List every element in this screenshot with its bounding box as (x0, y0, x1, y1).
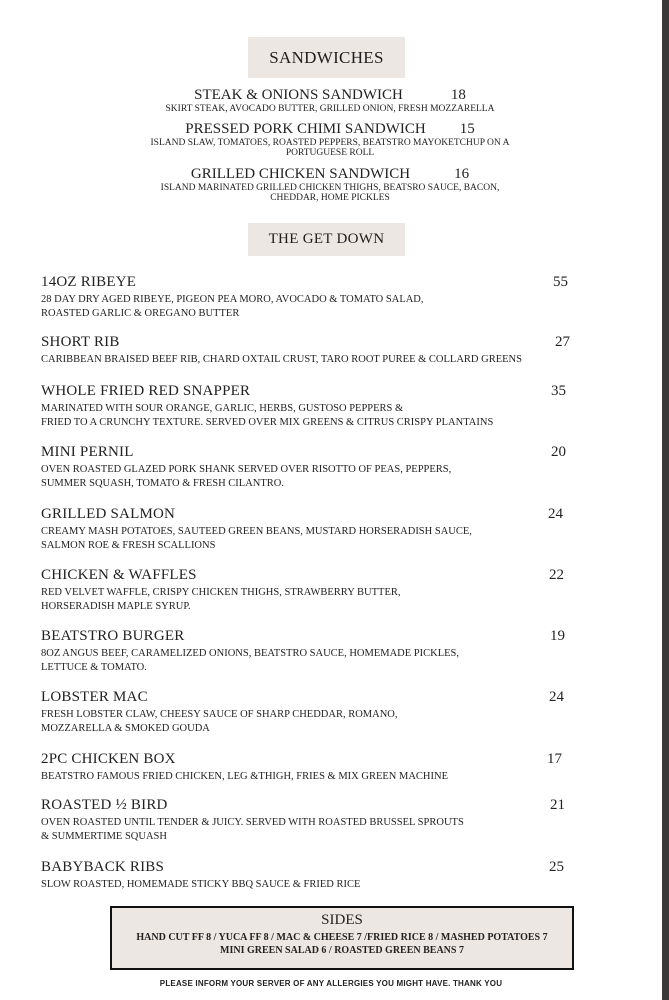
sandwich-item (100, 167, 560, 203)
item-name: GRILLED SALMON (41, 506, 176, 522)
sandwich-name: GRILLED CHICKEN SANDWICH (190, 166, 411, 182)
menu-item (41, 334, 581, 367)
sandwich-description: ISLAND SLAW, TOMATOES, ROASTED PEPPERS, BEATSTRO MAYOKETCHUP ON A PORTUGUESE ROLL (150, 138, 510, 158)
sides-list (112, 931, 572, 957)
item-name: 2PC CHICKEN BOX (41, 751, 176, 767)
sandwich-description: SKIRT STEAK, AVOCADO BUTTER, GRILLED ONION, FRESH MOZZARELLA (165, 104, 495, 114)
sandwich-item (100, 88, 560, 114)
item-description: BEATSTRO FAMOUS FRIED CHICKEN, LEG &THIGH, FRIES & MIX GREEN MACHINE (41, 771, 448, 782)
item-price: 17 (547, 751, 562, 767)
sandwich-name: STEAK & ONIONS SANDWICH (194, 87, 403, 103)
allergy-notice: PLEASE INFORM YOUR SERVER OF ANY ALLERGIES YOU MIGHT HAVE. THANK YOU (159, 979, 503, 988)
item-name: SHORT RIB (41, 334, 120, 350)
item-price: 25 (549, 859, 564, 875)
item-description: 28 DAY DRY AGED RIBEYE, PIGEON PEA MORO, AVOCADO & TOMATO SALAD, ROASTED GARLIC & OREGANO BUTTER (41, 294, 424, 319)
sides-line: HAND CUT FF 8 / YUCA FF 8 / MAC & CHEESE 7 /FRIED RICE 8 / MASHED POTATOES 7 (136, 932, 548, 943)
item-description: RED VELVET WAFFLE, CRISPY CHICKEN THIGHS, STRAWBERRY BUTTER, HORSERADISH MAPLE SYRUP. (41, 587, 401, 612)
item-name: CHICKEN & WAFFLES (41, 567, 197, 583)
get-down-heading: THE GET DOWN (248, 223, 405, 256)
sandwich-price: 15 (459, 121, 475, 137)
item-description: OVEN ROASTED GLAZED PORK SHANK SERVED OVER RISOTTO OF PEAS, PEPPERS, SUMMER SQUASH, TOMATO & FRESH CILANTRO. (41, 464, 452, 489)
menu-item (41, 751, 581, 784)
sandwich-description: ISLAND MARINATED GRILLED CHICKEN THIGHS, BEATSRO SAUCE, BACON, CHEDDAR, HOME PICKLES (160, 183, 500, 203)
sandwich-item (100, 122, 560, 158)
item-name: BABYBACK RIBS (41, 859, 165, 875)
sides-line: MINI GREEN SALAD 6 / ROASTED GREEN BEANS 7 (220, 945, 464, 956)
item-name: 14OZ RIBEYE (41, 274, 137, 290)
item-price: 55 (553, 274, 568, 290)
item-description: FRESH LOBSTER CLAW, CHEESY SAUCE OF SHARP CHEDDAR, ROMANO, MOZZARELLA & SMOKED GOUDA (41, 709, 398, 734)
sandwich-price: 18 (450, 87, 466, 103)
menu-item (41, 628, 581, 675)
item-price: 22 (549, 567, 564, 583)
sandwich-name: PRESSED PORK CHIMI SANDWICH (185, 121, 426, 137)
item-price: 27 (555, 334, 570, 350)
item-price: 21 (550, 797, 565, 813)
item-name: BEATSTRO BURGER (41, 628, 185, 644)
sandwich-price: 16 (454, 166, 470, 182)
item-price: 24 (549, 689, 564, 705)
menu-item (41, 274, 581, 321)
item-description: MARINATED WITH SOUR ORANGE, GARLIC, HERBS, GUSTOSO PEPPERS & FRIED TO A CRUNCHY TEXTURE. SERVED OVER MIX GREENS & CITRUS CRISPY PLANTAINS (41, 403, 494, 428)
item-price: 24 (548, 506, 563, 522)
item-description: CARIBBEAN BRAISED BEEF RIB, CHARD OXTAIL CRUST, TARO ROOT PUREE & COLLARD GREENS (41, 354, 522, 365)
item-price: 35 (551, 383, 566, 399)
menu-item (41, 383, 581, 430)
item-price: 19 (550, 628, 565, 644)
item-description: OVEN ROASTED UNTIL TENDER & JUICY. SERVED WITH ROASTED BRUSSEL SPROUTS & SUMMERTIME SQUASH (41, 817, 464, 842)
item-name: WHOLE FRIED RED SNAPPER (41, 383, 251, 399)
item-description: SLOW ROASTED, HOMEMADE STICKY BBQ SAUCE & FRIED RICE (41, 879, 361, 890)
item-description: CREAMY MASH POTATOES, SAUTEED GREEN BEANS, MUSTARD HORSERADISH SAUCE, SALMON ROE & FRESH SCALLIONS (41, 526, 472, 551)
menu-item (41, 797, 581, 844)
menu-item (41, 567, 581, 614)
item-name: ROASTED ½ BIRD (41, 797, 168, 813)
item-description: 8OZ ANGUS BEEF, CARAMELIZED ONIONS, BEATSTRO SAUCE, HOMEMADE PICKLES, LETTUCE & TOMATO. (41, 648, 460, 673)
menu-item (41, 444, 581, 491)
sides-title: SIDES (321, 912, 363, 928)
menu-item (41, 506, 581, 553)
menu-item (41, 689, 581, 736)
item-name: LOBSTER MAC (41, 689, 148, 705)
item-name: MINI PERNIL (41, 444, 134, 460)
item-price: 20 (551, 444, 566, 460)
menu-item (41, 859, 581, 892)
sides-box (110, 906, 574, 970)
sandwiches-heading: SANDWICHES (248, 37, 405, 78)
